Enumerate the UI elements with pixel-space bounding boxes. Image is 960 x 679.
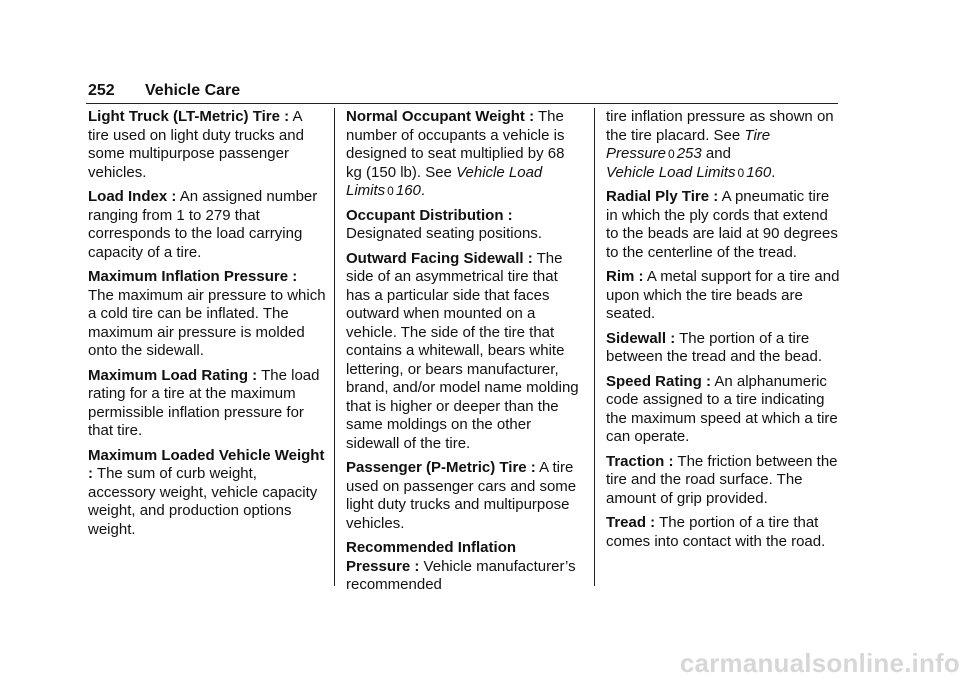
entry-term: Maximum Load Rating : [88, 366, 258, 384]
entry-term: Sidewall : [606, 329, 676, 347]
entry-definition: A metal support for a tire and upon which the tire beads are seated. [606, 268, 840, 322]
page-ref-arrow-icon: 0 [387, 184, 394, 198]
entry-definition: The sum of curb weight, accessory weight, vehicle capacity weight, and production options weight. [88, 465, 318, 538]
entry-term: Load Index : [88, 188, 177, 205]
glossary-entry [88, 108, 326, 182]
glossary-entry [88, 268, 326, 361]
glossary-entry [88, 367, 326, 441]
glossary-entry [606, 188, 842, 262]
entry-definition: The load rating for a tire at the maximum permissible inflation pressure for that tire. [88, 366, 320, 439]
glossary-entry-continuation [606, 108, 842, 182]
entry-definition: The side of an asymmetrical tire that has a particular side that faces outward when mounted on a vehicle. The side of the tire that contains a whitewall, bears white lettering, or bears manufacturer, brand, and/or model name molding that is higher or deeper than the same moldings on the other sidewall of the tire. [346, 249, 579, 452]
sentence-end: . [771, 163, 776, 181]
column-divider [594, 108, 595, 586]
glossary-entry [346, 539, 582, 595]
entry-definition: A tire used on passenger cars and some light duty trucks and multipurpose vehicles. [346, 459, 577, 532]
entry-definition: An assigned number ranging from 1 to 279 that corresponds to the load carrying capacity of a tire. [88, 188, 318, 261]
entry-definition: Vehicle manufacturer’s recommended [346, 557, 576, 593]
page-reference-link[interactable]: 160 [746, 163, 772, 181]
page-ref-arrow-icon: 0 [668, 147, 675, 161]
entry-definition: The friction between the tire and the road surface. The amount of grip provided. [606, 452, 838, 507]
entry-definition: A tire used on light duty trucks and some multipurpose passenger vehicles. [88, 108, 304, 181]
entry-definition: tire inflation pressure as shown on the tire placard. See [606, 108, 834, 144]
glossary-entry [606, 373, 842, 447]
conjunction: and [705, 145, 731, 162]
site-watermark: carmanualsonline.info [679, 648, 960, 678]
glossary-entry [606, 453, 842, 509]
entry-term: Normal Occupant Weight : [346, 108, 535, 125]
glossary-entry [346, 459, 582, 533]
entry-definition: The portion of a tire that comes into contact with the road. [606, 514, 826, 550]
column-3 [606, 108, 842, 557]
glossary-entry [346, 207, 582, 244]
page-reference-link[interactable]: 160 [395, 182, 421, 199]
entry-term: Rim : [606, 268, 644, 285]
entry-term: Maximum Inflation Pressure : [88, 268, 298, 285]
entry-definition: An alphanumeric code assigned to a tire indicating the maximum speed at which a tire can operate. [606, 372, 838, 445]
entry-definition: The maximum air pressure to which a cold tire can be inflated. The maximum air pressure is molded onto the sidewall. [88, 286, 326, 359]
column-divider [334, 108, 335, 586]
entry-definition: Designated seating positions. [346, 225, 542, 242]
glossary-entry [346, 108, 582, 201]
glossary-entry [88, 447, 326, 540]
page-number: 252 [88, 82, 115, 99]
glossary-entry [346, 250, 582, 454]
entry-definition: The portion of a tire between the tread and the bead. [606, 329, 823, 365]
entry-term: Passenger (P-Metric) Tire : [346, 459, 536, 476]
entry-definition: The number of occupants a vehicle is designed to seat multiplied by 68 kg (150 lb). See [346, 108, 565, 181]
glossary-entry [88, 188, 326, 262]
sentence-end: . [420, 182, 426, 199]
entry-term: Radial Ply Tire : [606, 188, 719, 205]
entry-term: Outward Facing Sidewall : [346, 249, 533, 267]
column-2 [346, 108, 582, 601]
entry-term: Traction : [606, 452, 674, 470]
header-rule [86, 103, 838, 104]
page-reference-link[interactable]: 253 [676, 145, 702, 162]
entry-term: Maximum Loaded Vehicle Weight : [88, 446, 325, 482]
glossary-entry [606, 330, 842, 367]
chapter-title: Vehicle Care [145, 82, 241, 99]
entry-definition: A pneumatic tire in which the ply cords that extend to the beads are laid at 90 degrees to the centerline of the tread. [606, 188, 838, 261]
glossary-entry [606, 514, 842, 551]
cross-reference-link[interactable]: Vehicle Load Limits [346, 163, 543, 199]
page-ref-arrow-icon: 0 [737, 165, 745, 180]
entry-term: Speed Rating : [606, 372, 712, 390]
page-header [88, 82, 836, 104]
entry-term: Tread : [606, 514, 656, 531]
glossary-entry [606, 268, 842, 324]
entry-term: Occupant Distribution : [346, 206, 513, 224]
entry-term: Light Truck (LT-Metric) Tire : [88, 108, 290, 125]
cross-reference-link[interactable]: Tire Pressure [606, 126, 771, 162]
entry-term: Recommended Inflation Pressure : [346, 539, 517, 575]
cross-reference-link[interactable]: Vehicle Load Limits [606, 163, 736, 181]
column-1 [88, 108, 326, 545]
